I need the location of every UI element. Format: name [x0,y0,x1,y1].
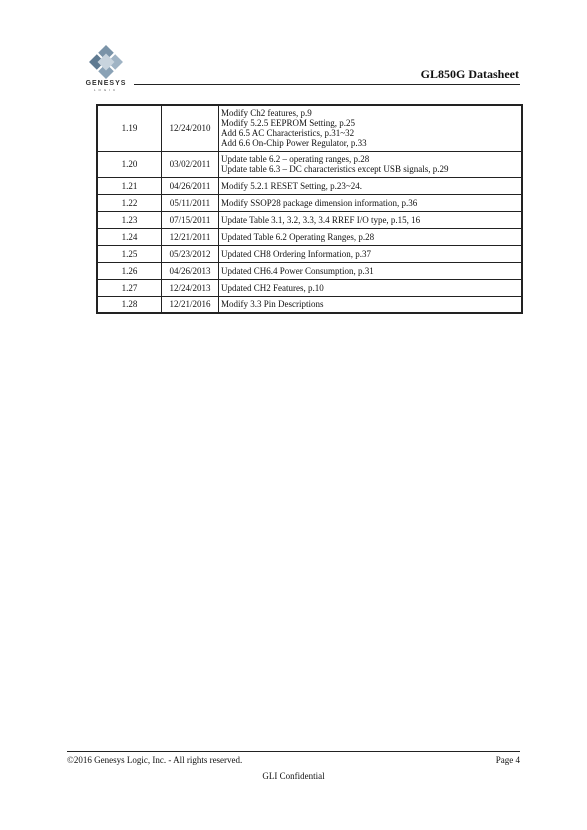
table-row [97,279,522,296]
confidential-label: GLI Confidential [262,771,325,781]
revision-description [219,177,523,194]
document-title: GL850G Datasheet [420,67,519,81]
revision-version: 1.23 [97,211,162,228]
revision-date: 12/21/2011 [162,228,219,245]
revision-description-line: Modify 3.3 Pin Descriptions [221,299,324,310]
revision-description-line: Updated CH2 Features, p.10 [221,282,324,293]
revision-description [219,228,523,245]
header-divider [134,84,520,85]
revision-description-line: Updated CH8 Ordering Information, p.37 [221,248,371,259]
page-number: Page 4 [495,755,520,765]
revision-description-line: Update Table 3.1, 3.2, 3.3, 3.4 RREF I/O type, p.15, 16 [221,214,421,225]
revision-description [219,262,523,279]
revision-version: 1.26 [97,262,162,279]
table-row [97,228,522,245]
revision-version: 1.22 [97,194,162,211]
revision-date: 04/26/2013 [162,262,219,279]
table-row [97,151,522,177]
revision-description-line: Add 6.6 On-Chip Power Regulator, p.33 [221,138,367,149]
logo-wordmark: GENESYS [85,80,127,87]
revision-description-line: Updated Table 6.2 Operating Ranges, p.28 [221,231,375,242]
revision-description [219,296,523,313]
revision-date: 05/11/2011 [162,194,219,211]
revision-version: 1.19 [97,105,162,151]
copyright-text: ©2016 Genesys Logic, Inc. - All rights reserved. [67,755,243,765]
table-row [97,296,522,313]
revision-date: 12/21/2016 [162,296,219,313]
table-row [97,194,522,211]
revision-description-line: Updated CH6.4 Power Consumption, p.31 [221,265,374,276]
revision-description-line: Modify SSOP28 package dimension information, p.36 [221,197,418,208]
revision-description-line: Update table 6.2 – operating ranges, p.28 [221,154,370,164]
revision-table-body [97,105,522,313]
revision-description-line: Modify Ch2 features, p.9 [221,108,312,119]
genesys-logo [80,45,132,93]
revision-description-line: Add 6.5 AC Characteristics, p.31~32 [221,128,355,139]
genesys-diamond-icon [80,45,132,81]
footer-divider [67,751,520,752]
revision-date: 03/02/2011 [162,151,219,177]
revision-description-line: Update table 6.3 – DC characteristics except USB signals, p.29 [221,164,449,174]
revision-version: 1.25 [97,245,162,262]
revision-date: 12/24/2013 [162,279,219,296]
table-row [97,211,522,228]
revision-history-table [96,104,523,314]
revision-description [219,151,523,177]
table-row [97,245,522,262]
revision-description [219,194,523,211]
revision-description [219,211,523,228]
table-row [97,177,522,194]
revision-version: 1.27 [97,279,162,296]
revision-description-line: Modify 5.2.5 EEPROM Setting, p.25 [221,118,356,129]
revision-date: 05/23/2012 [162,245,219,262]
revision-description [219,245,523,262]
revision-version: 1.20 [97,151,162,177]
revision-date: 12/24/2010 [162,105,219,151]
revision-version: 1.24 [97,228,162,245]
revision-date: 04/26/2011 [162,177,219,194]
revision-version: 1.28 [97,296,162,313]
table-row [97,262,522,279]
revision-version: 1.21 [97,177,162,194]
logo-subtitle: LOGIC [93,88,119,92]
table-row [97,105,522,151]
revision-date: 07/15/2011 [162,211,219,228]
revision-description [219,279,523,296]
revision-description-line: Modify 5.2.1 RESET Setting, p.23~24. [221,180,362,191]
revision-description [219,105,523,151]
